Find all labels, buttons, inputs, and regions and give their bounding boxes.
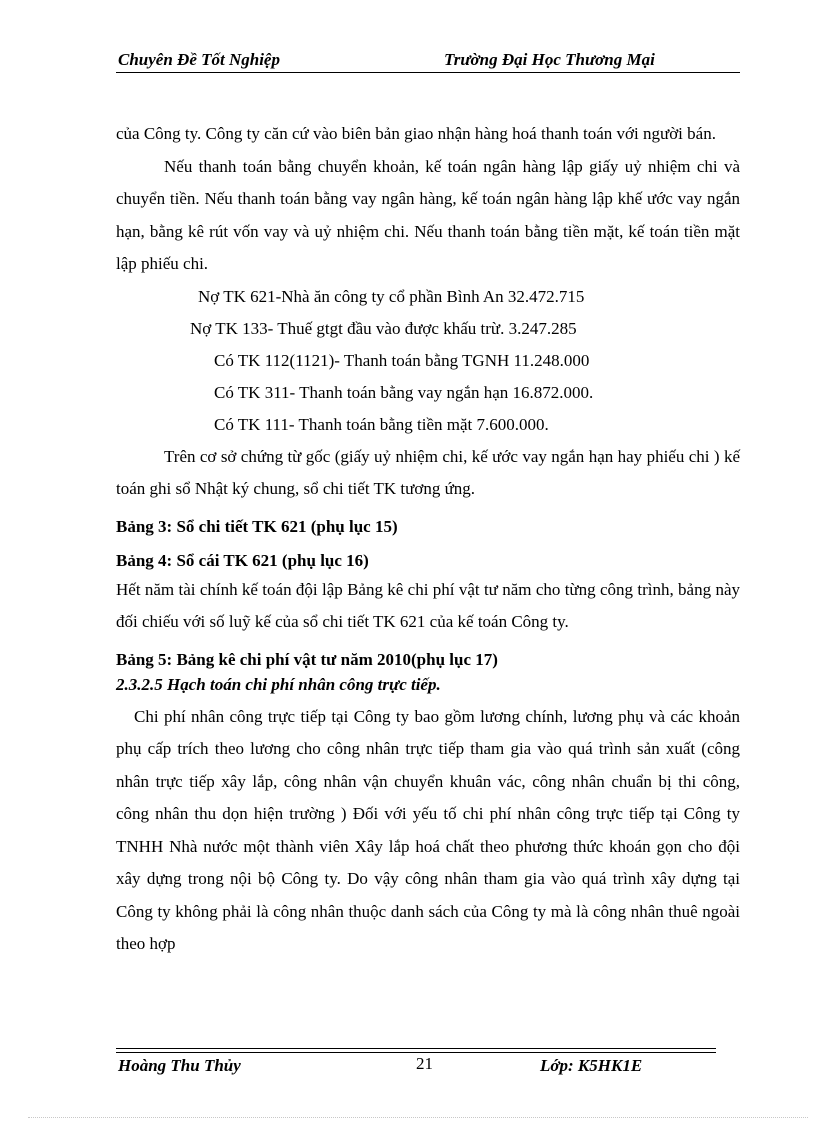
table-4-caption: Bảng 4: Sổ cái TK 621 (phụ lục 16) — [116, 550, 369, 570]
page-number: 21 — [416, 1054, 433, 1073]
header-thesis-title: Chuyên Đề Tốt Nghiệp — [118, 50, 280, 69]
table-5-caption: Bảng 5: Bảng kê chi phí vật tư năm 2010(phụ lục 17) — [116, 649, 498, 669]
footer-rule — [116, 1048, 716, 1053]
footer-author: Hoàng Thu Thủy — [118, 1056, 241, 1075]
page-body — [116, 118, 740, 961]
paragraph-4: Hết năm tài chính kế toán đội lập Bảng kê chi phí vật tư năm cho từng công trình, bảng này đối chiếu với số luỹ kế của sổ chi tiết TK 621 của kế toán Công ty. — [116, 579, 740, 631]
paragraph-2: Nếu thanh toán bằng chuyển khoản, kế toán ngân hàng lập giấy uỷ nhiệm chi và chuyển tiền. Nếu thanh toán bằng vay ngân hàng, kế toán ngân hàng lập khế ước vay ngắn hạn, bằng kê rút vốn vay và uỷ nhiệm chi. Nếu thanh toán bằng tiền mặt, kế toán tiền mặt lập phiếu chi. — [116, 156, 740, 273]
table-3-caption: Bảng 3: Sổ chi tiết TK 621 (phụ lục 15) — [116, 516, 398, 536]
paragraph-3: Trên cơ sở chứng từ gốc (giấy uỷ nhiệm chi, kế ước vay ngắn hạn hay phiếu chi ) kế toán ghi sổ Nhật ký chung, sổ chi tiết TK tương ứng. — [116, 446, 740, 498]
paragraph-1: của Công ty. Công ty căn cứ vào biên bản giao nhận hàng hoá thanh toán với người bán. — [116, 124, 716, 143]
page-header — [116, 48, 740, 73]
page-footer — [116, 1054, 716, 1078]
journal-entry-credit-311: Có TK 311- Thanh toán bằng vay ngắn hạn 16.872.000. — [214, 382, 594, 402]
journal-entry-debit-133: Nợ TK 133- Thuế gtgt đầu vào được khấu trừ. 3.247.285 — [190, 318, 577, 338]
paragraph-5: Chi phí nhân công trực tiếp tại Công ty bao gồm lương chính, lương phụ và các khoản phụ cấp trích theo lương cho công nhân trực tiếp tham gia vào quá trình sản xuất (công nhân trực tiếp xây lắp, công nhân vận chuyển khuân vác, công nhân chuẩn bị thi công, công nhân thu dọn hiện trường ) Đối với yếu tố chi phí nhân công trực tiếp tại Công ty TNHH Nhà nước một thành viên Xây lắp hoá chất theo phương thức khoán gọn cho đội xây dựng trong nội bộ Công ty. Do vậy công nhân tham gia vào quá trình xây dựng tại Công ty không phải là công nhân thuộc danh sách của Công ty mà là công nhân thuê ngoài theo hợp — [116, 706, 740, 953]
section-heading: 2.3.2.5 Hạch toán chi phí nhân công trực tiếp. — [116, 674, 441, 694]
journal-entry-credit-112: Có TK 112(1121)- Thanh toán bằng TGNH 11.248.000 — [214, 350, 590, 370]
footer-class: Lớp: K5HK1E — [540, 1056, 643, 1075]
header-university: Trường Đại Học Thương Mại — [444, 50, 655, 69]
page-edge-divider — [28, 1117, 808, 1118]
journal-entry-credit-111: Có TK 111- Thanh toán bằng tiền mặt 7.600.000. — [214, 414, 549, 434]
journal-entry-debit-621: Nợ TK 621-Nhà ăn công ty cổ phần Bình An 32.472.715 — [198, 286, 585, 306]
